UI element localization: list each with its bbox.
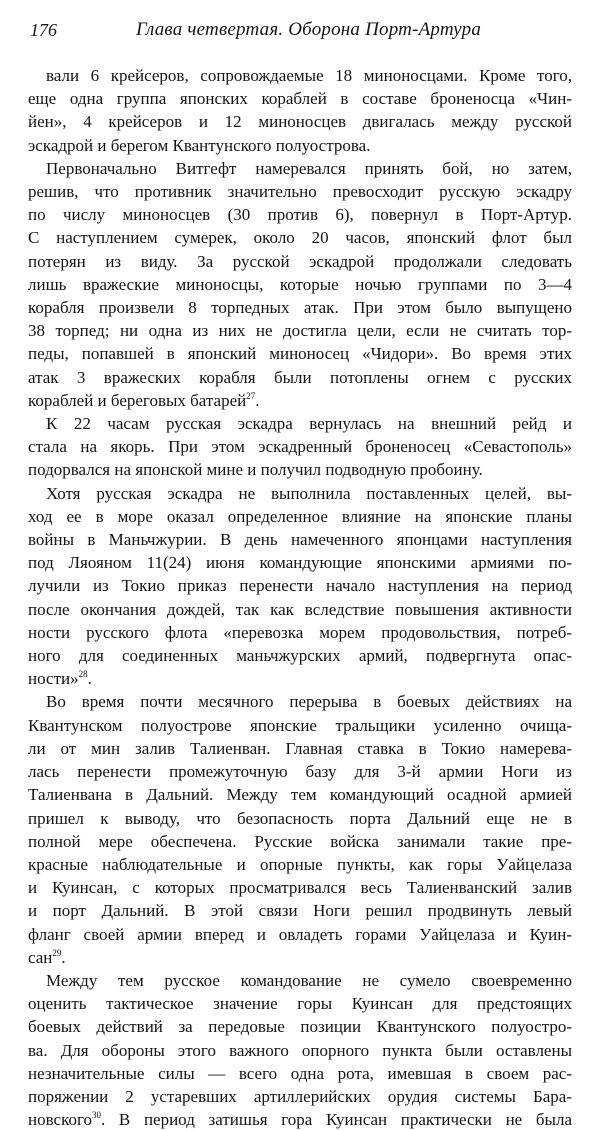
text-line — [28, 621, 572, 644]
line-text: незначительные силы — всего одна рота, имевшая в своем рас- — [28, 1063, 572, 1083]
line-text: вали 6 крейсеров, сопровождаемые 18 миноносцами. Кроме того, — [46, 66, 572, 85]
text-line — [28, 157, 572, 180]
text-line — [28, 783, 572, 806]
text-line — [28, 899, 572, 922]
line-text: ход ее в море оказал определенное влияние на японские планы — [28, 506, 572, 526]
line-text: лучили из Токио приказ перенести начало наступления на период — [28, 576, 572, 596]
line-text: пришел к выводу, что безопасность порта Дальний еще не в — [28, 808, 572, 828]
text-line — [28, 853, 572, 876]
page-header — [28, 16, 572, 44]
line-text: полной мере обеспечена. Русские войска занимали такие пре- — [28, 831, 572, 851]
text-line — [28, 830, 572, 853]
text-line — [28, 412, 572, 435]
text-line — [28, 574, 572, 597]
text-line — [28, 87, 572, 110]
line-text: Талиенвана в Дальний. Между тем командующий осадной армией — [28, 785, 572, 805]
line-text: ного для соединенных маньчжурских армий, подвергнута опас- — [28, 646, 572, 666]
line-text: корабля произвели 8 торпедных атак. При этом было выпущено — [28, 298, 572, 318]
paragraph — [28, 64, 572, 157]
text-line — [28, 1085, 572, 1108]
body-text — [28, 64, 572, 1131]
text-line — [28, 180, 572, 203]
page-number: 176 — [30, 20, 57, 40]
line-text: Между тем русское командование не сумело своевременно — [46, 970, 572, 990]
text-line — [28, 1015, 572, 1038]
line-text: новского — [28, 1110, 93, 1130]
line-text: потерян из виду. За русской эскадрой продолжали следовать — [28, 251, 572, 271]
line-tail: . — [61, 947, 66, 967]
book-page — [28, 16, 572, 1130]
text-line — [28, 64, 572, 87]
line-text: Квантунском полуострове японские тральщики усиленно очища- — [28, 715, 572, 735]
text-line — [28, 598, 572, 621]
paragraph — [28, 690, 572, 968]
line-text: и порт Дальний. В этой связи Ноги решил продвинуть левый — [28, 901, 572, 921]
line-text: Во время почти месячного перерыва в боевых действиях на — [46, 692, 572, 712]
paragraph — [28, 157, 572, 412]
line-text: и Куинсан, с которых просматривался весь Талиенванский залив — [28, 878, 572, 898]
text-line — [28, 1039, 572, 1062]
footnote-marker[interactable]: 27 — [246, 390, 256, 401]
paragraph — [28, 482, 572, 691]
line-text: ности русского флота «перевозка морем продовольствия, потреб- — [28, 622, 572, 642]
line-tail: . В период затишья гора Куинсан практически не была — [101, 1110, 572, 1130]
running-head: Глава четвертая. Оборона Порт-Артура — [136, 19, 482, 40]
text-line — [28, 250, 572, 273]
text-line — [28, 644, 572, 667]
line-text: ли от мин залив Талиенван. Главная ставка в Токио намерева- — [28, 738, 572, 758]
text-line — [28, 110, 572, 133]
line-text: ности» — [28, 669, 79, 689]
text-line — [28, 319, 572, 342]
line-text: Хотя русская эскадра не выполнила поставленных целей, вы- — [46, 483, 572, 503]
text-line — [28, 134, 572, 157]
line-text: лишь вражеские миноносцы, которые ночью группами по 3—4 — [28, 274, 572, 294]
text-line — [28, 946, 572, 969]
line-text: С наступлением сумерек, около 20 часов, японский флот был — [28, 228, 572, 248]
text-line — [28, 807, 572, 830]
footnote-marker[interactable]: 28 — [78, 669, 88, 680]
footnote-marker[interactable]: 30 — [92, 1110, 102, 1121]
line-tail: . — [255, 390, 260, 410]
line-text: педы, попавшей в японский миноносец «Чидори». Во время этих — [28, 344, 572, 364]
line-text: Первоначально Витгефт намеревался принять бой, но затем, — [46, 158, 572, 178]
text-line — [28, 226, 572, 249]
line-text: после окончания дождей, так как вследствие повышения активности — [28, 599, 572, 619]
text-line — [28, 342, 572, 365]
line-text: эскадрой и берегом Квантунского полуострова. — [28, 135, 371, 155]
text-line — [28, 1062, 572, 1085]
line-text: по числу миноносцев (30 против 6), повернул в Порт-Артур. — [28, 205, 572, 225]
text-line — [28, 273, 572, 296]
text-line — [28, 366, 572, 389]
paragraph — [28, 412, 572, 482]
line-text: войны в Маньчжурии. В день намеченного японцами наступления — [28, 530, 572, 550]
text-line — [28, 737, 572, 760]
text-line — [28, 203, 572, 226]
line-text: фланг своей армии вперед и овладеть горами Уайцелаза и Куин- — [28, 924, 572, 944]
line-text: поряжении 2 устаревших артиллерийских орудия системы Бара- — [28, 1086, 572, 1106]
text-line — [28, 667, 572, 690]
line-text: К 22 часам русская эскадра вернулась на внешний рейд и — [46, 414, 572, 434]
line-text: еще одна группа японских кораблей в составе броненосца «Чин- — [28, 89, 572, 109]
line-text: красные наблюдательные и опорные пункты, как горы Уайцелазa — [28, 854, 572, 874]
text-line — [28, 528, 572, 551]
line-text: боевых действий за передовые позиции Квантунского полуостро- — [28, 1017, 572, 1037]
line-text: подорвался на японской мине и получил подводную пробоину. — [28, 460, 483, 480]
paragraph — [28, 969, 572, 1131]
text-line — [28, 1108, 572, 1131]
text-line — [28, 435, 572, 458]
line-text: стала на якорь. При этом эскадренный броненосец «Севастополь» — [28, 437, 572, 457]
line-text: сан — [28, 947, 53, 967]
line-text: 38 торпед; ни одна из них не достигла цели, если не считать тор- — [28, 321, 572, 341]
text-line — [28, 690, 572, 713]
line-tail: . — [87, 669, 92, 689]
text-line — [28, 876, 572, 899]
text-line — [28, 505, 572, 528]
text-line — [28, 296, 572, 319]
line-text: атак 3 вражеских корабля были потоплены огнем с русских — [28, 367, 572, 387]
line-text: лась перенести промежуточную базу для 3-й армии Ноги из — [28, 762, 572, 782]
line-text: кораблей и береговых батарей — [28, 390, 247, 410]
text-line — [28, 923, 572, 946]
text-line — [28, 389, 572, 412]
line-text: ва. Для обороны этого важного опорного пункта были оставлены — [28, 1040, 572, 1060]
line-text: решив, что противник значительно превосходит русскую эскадру — [28, 182, 572, 202]
text-line — [28, 969, 572, 992]
text-line — [28, 482, 572, 505]
line-text: под Ляояном 11(24) июня командующие японскими армиями по- — [28, 553, 572, 573]
text-line — [28, 992, 572, 1015]
text-line — [28, 760, 572, 783]
line-text: йен», 4 крейсеров и 12 миноносцев двигалась между русской — [28, 112, 572, 132]
text-line — [28, 551, 572, 574]
footnote-marker[interactable]: 29 — [52, 947, 62, 958]
text-line — [28, 458, 572, 481]
line-text: оценить тактическое значение горы Куинсан для предстоящих — [28, 994, 572, 1014]
text-line — [28, 714, 572, 737]
